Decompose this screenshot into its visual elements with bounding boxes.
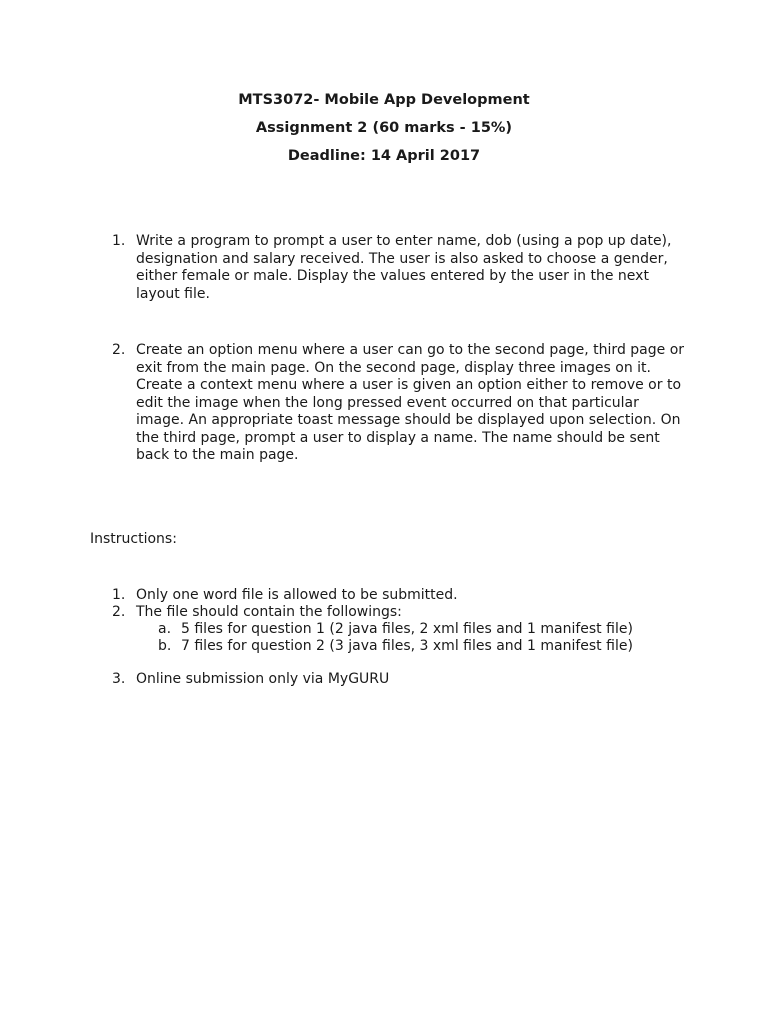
sub-item-text: 5 files for question 1 (2 java files, 2 xml files and 1 manifest file) [181,621,633,637]
instruction-number: 2. [112,604,126,620]
instruction-text: Online submission only via MyGURU [136,671,390,687]
instruction-sub-item [158,638,633,655]
instruction-text: The file should contain the followings: [136,604,402,620]
sub-item-letter: b. [158,638,172,654]
question-text: Write a program to prompt a user to enter name, dob (using a pop up date), designation and salary received. The user is also asked to choose a gender, either female or male. Display the values entered by the user in the next layout file. [136,233,672,302]
instruction-text: Only one word file is allowed to be submitted. [136,587,458,603]
instruction-item [112,587,458,604]
course-title: MTS3072- Mobile App Development [238,92,530,108]
sub-item-letter: a. [158,621,172,637]
instruction-item [112,604,402,621]
sub-item-text: 7 files for question 2 (3 java files, 3 xml files and 1 manifest file) [181,638,633,654]
question-number: 1. [112,233,126,249]
deadline: Deadline: 14 April 2017 [287,148,481,164]
question-text: Create an option menu where a user can go to the second page, third page or exit from the main page. On the second page, display three images on it. Create a context menu where a user is given an option either to remove or to edit the image when the long pressed event occurred on that particular image. An appropriate toast message should be displayed upon selection. On the third page, prompt a user to display a name. The name should be sent back to the main page. [136,342,685,463]
instruction-item [112,671,389,688]
instruction-sub-item [158,621,633,638]
question-number: 2. [112,342,126,358]
instructions-heading: Instructions: [90,531,177,547]
assignment-title: Assignment 2 (60 marks - 15%) [255,120,513,136]
instruction-number: 3. [112,671,126,687]
instruction-number: 1. [112,587,126,603]
